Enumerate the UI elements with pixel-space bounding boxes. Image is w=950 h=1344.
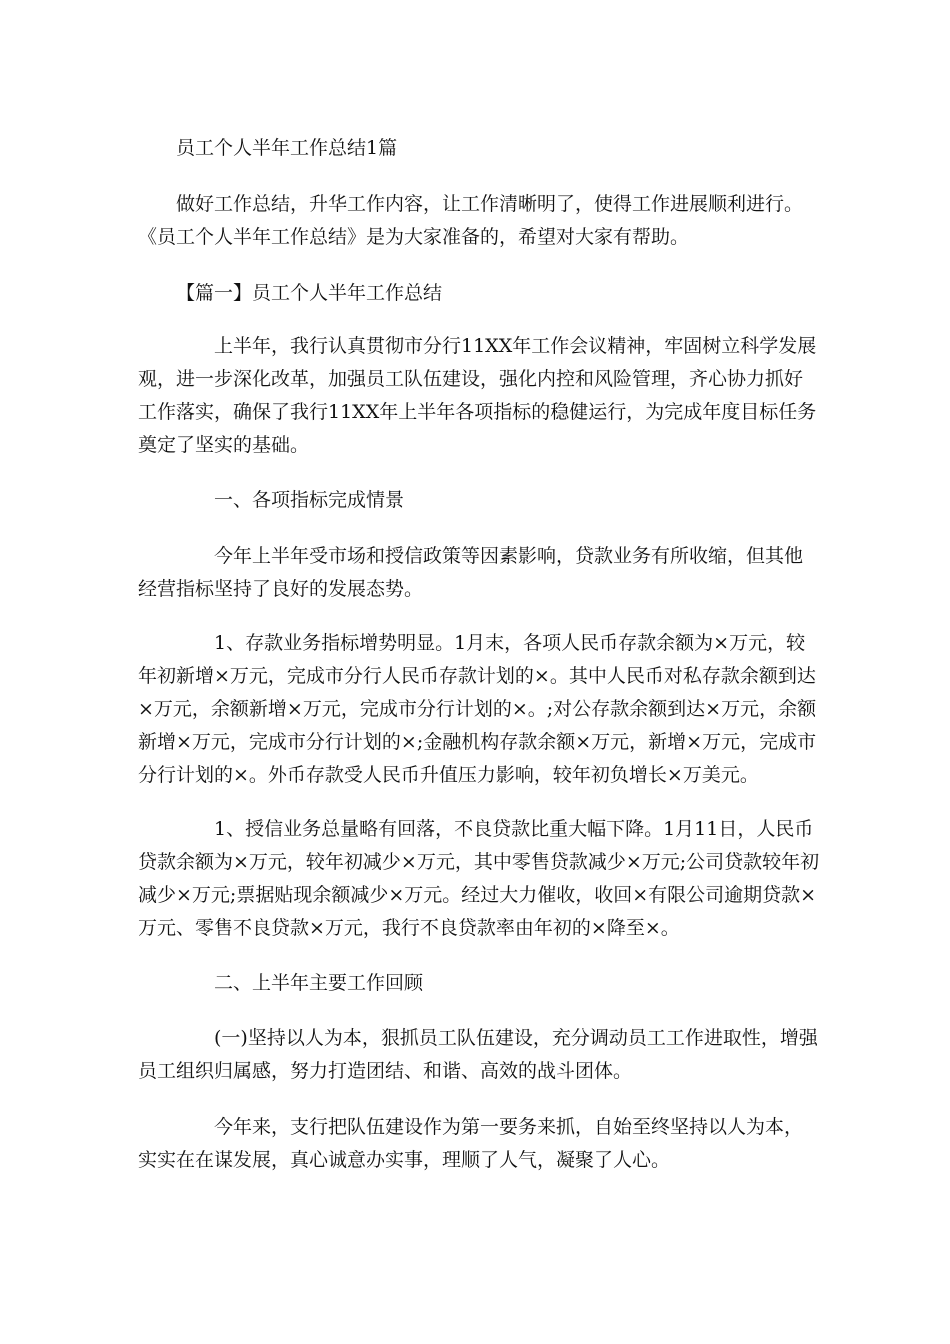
intro-paragraph: 做好工作总结，升华工作内容，让工作清晰明了，使得工作进展顺利进行。《员工个人半年工作总结》是为大家准备的，希望对大家有帮助。 (138, 193, 804, 248)
subheading: 一、各项指标完成情景 (214, 489, 405, 511)
body-paragraph: 上半年，我行认真贯彻市分行11XX年工作会议精神，牢固树立科学发展观，进一步深化改革，加强员工队伍建设，强化内控和风险管理，齐心协力抓好工作落实，确保了我行11XX年上半年各项指标的稳健运行，为完成年度目标任务奠定了坚实的基础。 (138, 335, 817, 456)
body-paragraph: 1、存款业务指标增势明显。1月末，各项人民币存款余额为×万元，较年初新增×万元，完成市分行人民币存款计划的×。其中人民币对私存款余额到达×万元，余额新增×万元，完成市分行计划的×。;对公存款余额到达×万元，余额新增×万元，完成市分行计划的×;金融机构存款余额×万元，新增×万元，完成市分行计划的×。外币存款受人民币升值压力影响，较年初负增长×万美元。 (138, 632, 817, 786)
body-paragraph: (一)坚持以人为本，狠抓员工队伍建设，充分调动员工工作进取性，增强员工组织归属感，努力打造团结、和谐、高效的战斗团体。 (138, 1027, 818, 1082)
subheading: 二、上半年主要工作回顾 (214, 972, 424, 994)
section-heading: 【篇一】员工个人半年工作总结 (176, 282, 443, 304)
body-paragraph: 今年来，支行把队伍建设作为第一要务来抓，自始至终坚持以人为本，实实在在谋发展，真心诚意办实事，理顺了人气，凝聚了人心。 (138, 1116, 804, 1171)
body-paragraph: 1、授信业务总量略有回落，不良贷款比重大幅下降。1月11日，人民币贷款余额为×万元，较年初减少×万元，其中零售贷款减少×万元;公司贷款较年初减少×万元;票据贴现余额减少×万元。经过大力催收，收回×有限公司逾期贷款×万元、零售不良贷款×万元，我行不良贷款率由年初的×降至×。 (138, 818, 820, 939)
body-paragraph: 今年上半年受市场和授信政策等因素影响，贷款业务有所收缩，但其他经营指标坚持了良好的发展态势。 (138, 545, 804, 600)
document-title: 员工个人半年工作总结1篇 (176, 137, 398, 159)
